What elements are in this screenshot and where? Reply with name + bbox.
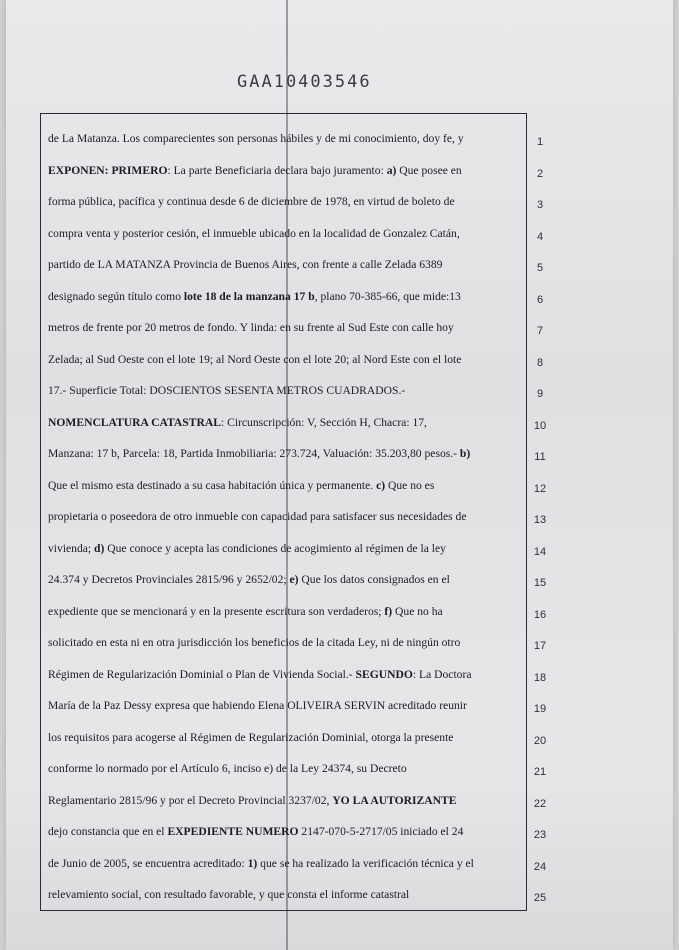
- text-segment: 2147-070-5-2717/05 iniciado el 24: [298, 825, 464, 838]
- line-number: 7: [536, 325, 544, 337]
- text-segment: solicitado en esta ni en otra jurisdicción los beneficios de la citada Ley, ni de ningún otro: [48, 636, 461, 649]
- text-segment: de La Matanza. Los comparecientes son personas hábiles y de mi conocimiento, doy fe, y: [48, 132, 464, 145]
- text-line: [48, 290, 513, 304]
- text-segment: expediente que se mencionará y en la presente escritura son verdaderos;: [48, 604, 385, 618]
- text-line: [48, 573, 513, 587]
- bold-text: c): [376, 478, 386, 492]
- text-line: [48, 888, 513, 902]
- text-line: [48, 416, 513, 430]
- line-number: 12: [533, 482, 547, 495]
- text-segment: dejo constancia que en el: [48, 825, 168, 838]
- text-line: [48, 447, 513, 461]
- line-number: 24: [533, 860, 547, 873]
- line-number: 19: [533, 703, 547, 715]
- text-segment: metros de frente por 20 metros de fondo. Y linda: en su frente al Sud Este con calle hoy: [48, 321, 454, 334]
- text-line: [48, 699, 513, 713]
- text-line: [48, 605, 513, 619]
- text-segment: 17.- Superficie Total: DOSCIENTOS SESENTA METROS CUADRADOS.-: [48, 384, 406, 397]
- text-segment: : Circunscripción: V, Sección H, Chacra: 17,: [220, 415, 427, 429]
- text-segment: Que el mismo esta destinado a su casa habitación única y permanente.: [48, 478, 377, 492]
- text-segment: conforme lo normado por el Artículo 6, inciso e) de la Ley 24374, su Decreto: [48, 762, 407, 775]
- text-segment: compra venta y posterior cesión, el inmueble ubicado en la localidad de Gonzalez Catán,: [48, 226, 460, 240]
- text-segment: Reglamentario 2815/96 y por el Decreto Provincial 3237/02,: [48, 793, 333, 807]
- text-line: [48, 164, 513, 178]
- bold-text: 1): [247, 856, 258, 870]
- line-number: 22: [533, 797, 547, 810]
- line-number: 23: [533, 829, 547, 841]
- line-number: 18: [533, 671, 547, 684]
- text-segment: Zelada; al Sud Oeste con el lote 19; al Nord Oeste con el lote 20; al Nord Este con el lote: [48, 352, 462, 366]
- text-segment: de Junio de 2005, se encuentra acreditado:: [48, 856, 248, 870]
- text-segment: los requisitos para acogerse al Régimen de Regularización Dominial, otorga la presente: [48, 730, 454, 744]
- text-line: [48, 636, 513, 650]
- line-number: 4: [536, 230, 544, 243]
- line-number: 1: [536, 136, 544, 148]
- bold-text: lote 18 de la manzana 17 b: [183, 289, 315, 303]
- document-code: GAA10403546: [237, 72, 372, 92]
- text-line: [48, 384, 513, 398]
- text-line: [48, 258, 513, 272]
- line-number: 14: [533, 545, 547, 558]
- bold-text: SEGUNDO: [355, 667, 413, 681]
- text-segment: Que los datos consignados en el: [298, 573, 450, 586]
- line-number: 8: [536, 356, 544, 369]
- text-segment: propietaria o poseedora de otro inmueble con capacidad para satisfacer sus necesidades de: [48, 510, 467, 523]
- text-line: [48, 510, 513, 524]
- text-line: [48, 857, 513, 871]
- text-line: [48, 227, 513, 241]
- text-segment: , plano 70-385-66, que mide:13: [314, 289, 461, 303]
- line-number: 2: [536, 167, 544, 180]
- line-number: 10: [533, 419, 547, 432]
- line-number: 6: [536, 293, 544, 306]
- text-segment: forma pública, pacífica y continua desde 6 de diciembre de 1978, en virtud de boleto de: [48, 195, 455, 208]
- text-segment: 24.374 y Decretos Provinciales 2815/96 y 2652/02;: [48, 573, 290, 586]
- text-line: [48, 132, 513, 146]
- line-number: 25: [533, 892, 547, 904]
- text-line: [48, 353, 513, 367]
- line-number: 20: [533, 734, 547, 747]
- line-number: 5: [536, 262, 544, 274]
- line-number: 21: [533, 766, 547, 778]
- text-segment: Que no es: [385, 478, 435, 492]
- line-number: 3: [536, 199, 544, 211]
- text-segment: Que posee en: [396, 163, 462, 177]
- text-segment: Manzana: 17 b, Parcela: 18, Partida Inmobiliaria: 273.724, Valuación: 35.203,80 pesos.-: [48, 447, 460, 460]
- bold-text: e): [289, 573, 299, 586]
- bold-text: EXPEDIENTE NUMERO: [167, 825, 299, 838]
- bold-text: b): [459, 447, 471, 460]
- line-number: 11: [534, 451, 546, 463]
- line-number: 15: [533, 577, 547, 589]
- text-segment: vivienda;: [48, 541, 95, 555]
- text-line: [48, 542, 513, 556]
- text-line: [48, 668, 513, 682]
- text-line: [48, 321, 513, 335]
- text-segment: Que conoce y acepta las condiciones de acogimiento al régimen de la ley: [104, 541, 446, 555]
- line-number: 16: [533, 608, 547, 621]
- text-segment: María de la Paz Dessy expresa que habiendo Elena OLIVEIRA SERVIN acreditado reunir: [48, 699, 467, 712]
- bold-text: f): [384, 604, 393, 618]
- text-line: [48, 794, 513, 808]
- text-segment: partido de LA MATANZA Provincia de Buenos Aires, con frente a calle Zelada 6389: [48, 258, 443, 271]
- line-number: 17: [533, 640, 547, 652]
- bold-text: a): [386, 163, 397, 177]
- line-number: 9: [536, 388, 544, 400]
- text-segment: designado según título como: [48, 289, 184, 303]
- text-segment: que se ha realizado la verificación técnica y el: [257, 856, 474, 870]
- text-segment: Régimen de Regularización Dominial o Plan de Vivienda Social.-: [48, 667, 356, 681]
- text-segment: Que no ha: [392, 604, 443, 618]
- text-line: [48, 731, 513, 745]
- bold-text: EXPONEN: PRIMERO: [48, 163, 168, 177]
- text-segment: : La Doctora: [412, 667, 472, 681]
- text-line: [48, 195, 513, 209]
- text-line: [48, 825, 513, 839]
- text-line: [48, 479, 513, 493]
- bold-text: d): [94, 541, 105, 555]
- line-number: 13: [533, 514, 547, 526]
- bold-text: YO LA AUTORIZANTE: [332, 793, 457, 807]
- text-segment: relevamiento social, con resultado favorable, y que consta el informe catastral: [48, 888, 410, 901]
- text-line: [48, 762, 513, 776]
- bold-text: NOMENCLATURA CATASTRAL: [48, 415, 221, 429]
- text-segment: : La parte Beneficiaria declara bajo juramento:: [167, 163, 387, 177]
